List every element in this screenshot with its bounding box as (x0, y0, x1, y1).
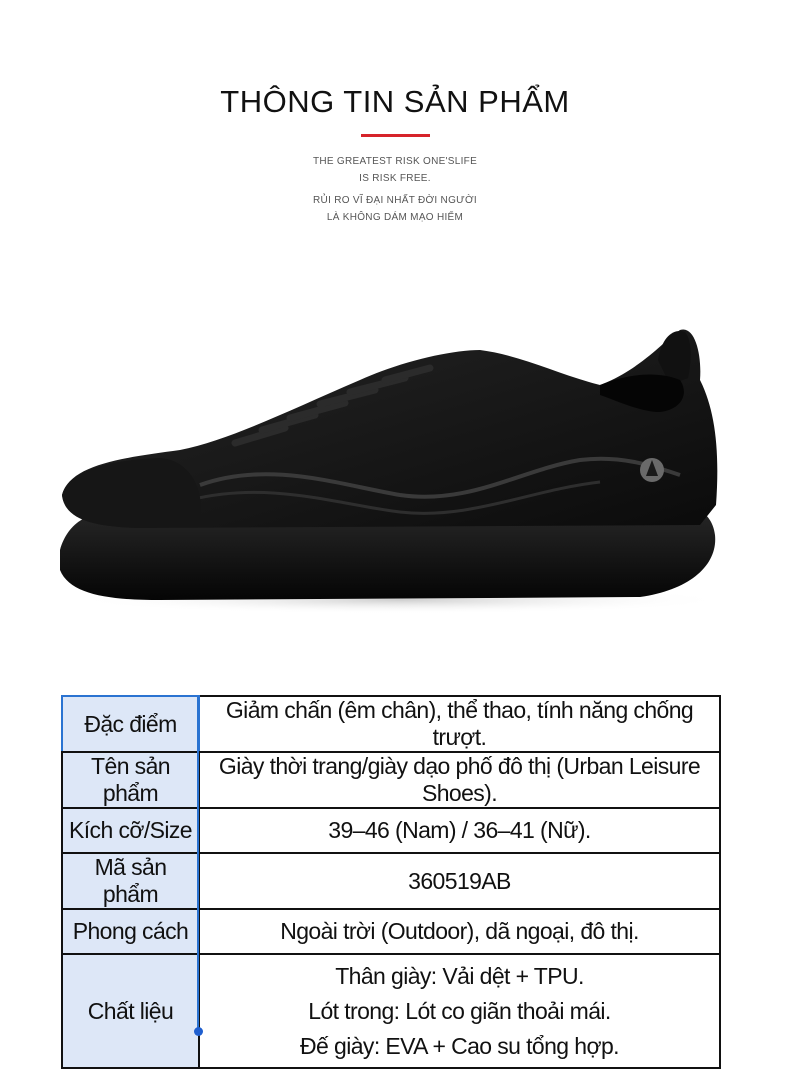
spec-label: Tên sản phẩm (62, 752, 199, 808)
spec-value: 360519AB (199, 853, 720, 909)
title-underline (361, 134, 430, 137)
spec-label: Phong cách (62, 909, 199, 954)
material-line: Thân giày: Vải dệt + TPU. (335, 962, 584, 989)
material-line: Đế giày: EVA + Cao su tổng hợp. (300, 1032, 619, 1059)
specs-table (61, 695, 721, 1069)
tagline-vi-1: RỦI RO VĨ ĐẠI NHẤT ĐỜI NGƯỜI (313, 195, 477, 206)
tagline-vi-2: LÀ KHÔNG DÁM MẠO HIỂM (326, 212, 464, 223)
spec-label: Chất liệu (62, 954, 199, 1068)
spec-label: Đặc điểm (62, 696, 199, 752)
resize-handle[interactable] (194, 1027, 203, 1036)
table-row (62, 752, 720, 808)
shoe-toe-cap (62, 458, 201, 528)
selection-edge (197, 695, 199, 1035)
spec-label: Mã sản phẩm (62, 853, 199, 909)
table-row (62, 909, 720, 954)
product-shoe-image (40, 300, 740, 630)
spec-value-material (199, 954, 720, 1068)
table-row (62, 954, 720, 1068)
spec-value: Giày thời trang/giày dạo phố đô thị (Urban Leisure Shoes). (199, 752, 720, 808)
table-row (62, 853, 720, 909)
page-title: THÔNG TIN SẢN PHẨM (220, 84, 570, 119)
spec-label: Kích cỡ/Size (62, 808, 199, 853)
spec-value: Giảm chấn (êm chân), thể thao, tính năng chống trượt. (199, 696, 720, 752)
material-line: Lót trong: Lót co giãn thoải mái. (308, 997, 611, 1024)
spec-value: Ngoài trời (Outdoor), dã ngoại, đô thị. (199, 909, 720, 954)
tagline-en-2: IS RISK FREE. (359, 173, 431, 184)
table-row (62, 696, 720, 752)
spec-value: 39–46 (Nam) / 36–41 (Nữ). (199, 808, 720, 853)
table-row (62, 808, 720, 853)
tagline-en-1: THE GREATEST RISK ONE'SLIFE (312, 156, 478, 167)
